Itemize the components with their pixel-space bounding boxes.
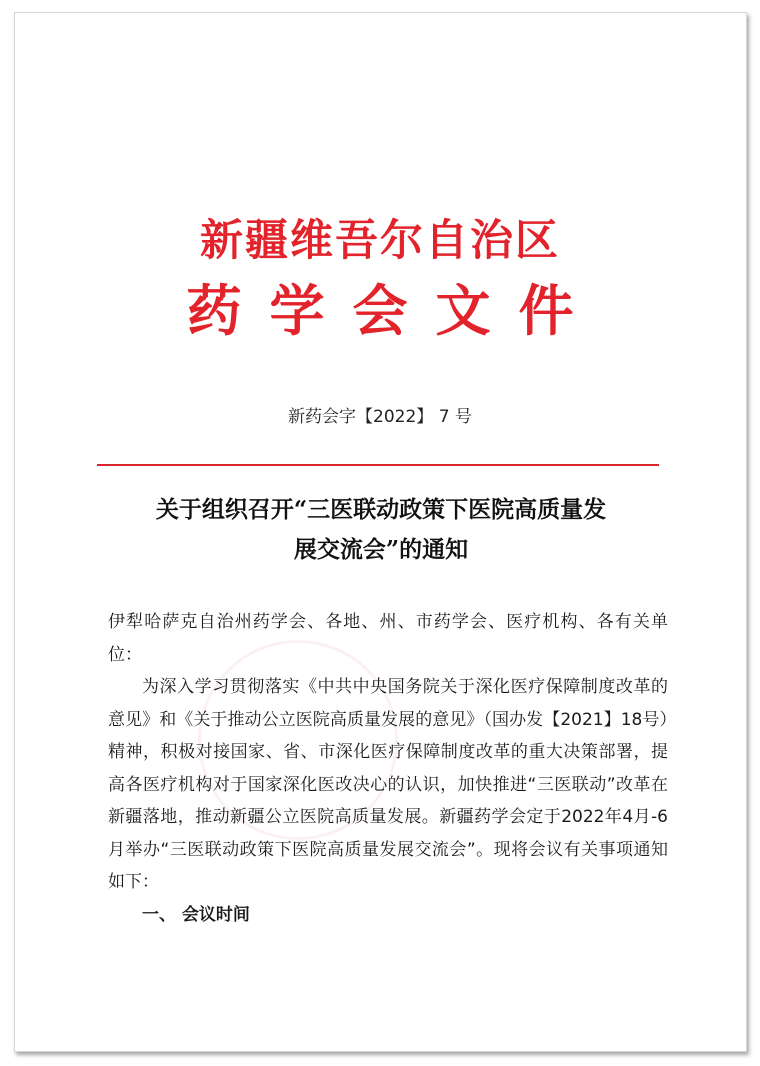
body-paragraph-1: 为深入学习贯彻落实《中共中央国务院关于深化医疗保障制度改革的意见》和《关于推动公立医院高质量发展的意见》（国办发【2021】18号）精神，积极对接国家、省、市深化医疗保障制度改革的重大决策部署，提高各医疗机构对于国家深化医改决心的认识，加快推进“三医联动”改革在新疆落地，推动新疆公立医院高质量发展。新疆药学会定于2022年4月-6月举办“三医联动政策下医院高质量发展交流会”。现将会议有关事项通知如下：: [108, 677, 668, 892]
title-line-2: 展交流会”的通知: [293, 536, 469, 563]
section-heading-meeting-time: 一、 会议时间: [142, 904, 250, 925]
document-title: [96, 490, 666, 570]
salutation: 伊犁哈萨克自治州药学会、各地、州、市药学会、医疗机构、各有关单位：: [108, 612, 668, 665]
document-number: 新药会字【2022】 7 号: [288, 407, 472, 427]
document-body: [108, 606, 668, 931]
red-divider-line: [97, 464, 659, 466]
title-line-1: 关于组织召开“三医联动政策下医院高质量发: [155, 496, 607, 523]
issuer-name: 新疆维吾尔自治区: [200, 216, 560, 266]
document-type-heading: 药学会文件: [186, 278, 602, 343]
